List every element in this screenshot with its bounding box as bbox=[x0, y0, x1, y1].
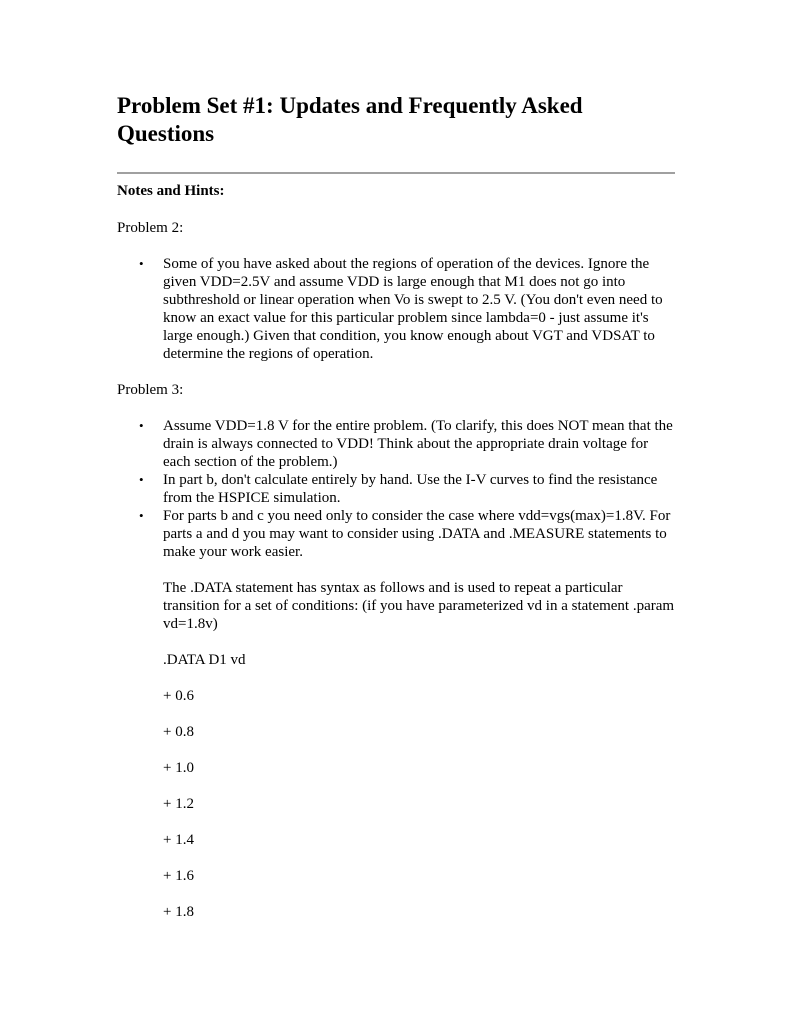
list-item bbox=[117, 507, 677, 561]
list-item-text: Assume VDD=1.8 V for the entire problem. (To clarify, this does NOT mean that the drain is always connected to VDD! Think about the appropriate drain voltage for each section of the problem.) bbox=[163, 418, 673, 470]
document-page bbox=[117, 92, 677, 921]
bullet-icon: • bbox=[139, 472, 144, 487]
list-item-text: Some of you have asked about the regions of operation of the devices. Ignore the given VDD=2.5V and assume VDD is large enough that M1 does not go into subthreshold or linear operation when Vo is swept to 2.5 V. (You don't even need to know an exact value for this particular problem since lambda=0 - just assume it's large enough.) Given that condition, you know enough about VGT and VDSAT to determine the regions of operation. bbox=[163, 256, 663, 362]
problem-3-label: Problem 3: bbox=[117, 382, 184, 398]
list-item-text: For parts b and c you need only to consider the case where vdd=vgs(max)=1.8V. For parts a and d you may want to consider using .DATA and .MEASURE statements to make your work easier. bbox=[163, 508, 671, 560]
data-line: + 1.0 bbox=[163, 760, 194, 776]
problem-2-label: Problem 2: bbox=[117, 220, 184, 236]
notes-heading: Notes and Hints: bbox=[117, 183, 225, 199]
data-line: + 1.4 bbox=[163, 832, 194, 848]
list-item bbox=[117, 471, 677, 507]
data-line: + 1.8 bbox=[163, 904, 194, 920]
list-item bbox=[117, 417, 677, 471]
data-line: + 1.6 bbox=[163, 868, 194, 884]
horizontal-divider bbox=[117, 172, 675, 174]
problem-3-list bbox=[117, 417, 677, 561]
bullet-icon: • bbox=[139, 508, 144, 523]
data-line: + 0.8 bbox=[163, 724, 194, 740]
bullet-icon: • bbox=[139, 256, 144, 271]
problem-2-list bbox=[117, 255, 677, 363]
data-line: + 0.6 bbox=[163, 688, 194, 704]
list-item bbox=[117, 255, 677, 363]
list-item-text: In part b, don't calculate entirely by hand. Use the I-V curves to find the resistance from the HSPICE simulation. bbox=[163, 472, 658, 506]
data-statement-header: .DATA D1 vd bbox=[163, 652, 246, 668]
data-statement-explanation: The .DATA statement has syntax as follows and is used to repeat a particular transition for a set of conditions: (if you have parameterized vd in a statement .param vd=1.8v) bbox=[163, 580, 675, 632]
data-line: + 1.2 bbox=[163, 796, 194, 812]
page-title: Problem Set #1: Updates and Frequently Asked Questions bbox=[117, 93, 583, 146]
bullet-icon: • bbox=[139, 418, 144, 433]
